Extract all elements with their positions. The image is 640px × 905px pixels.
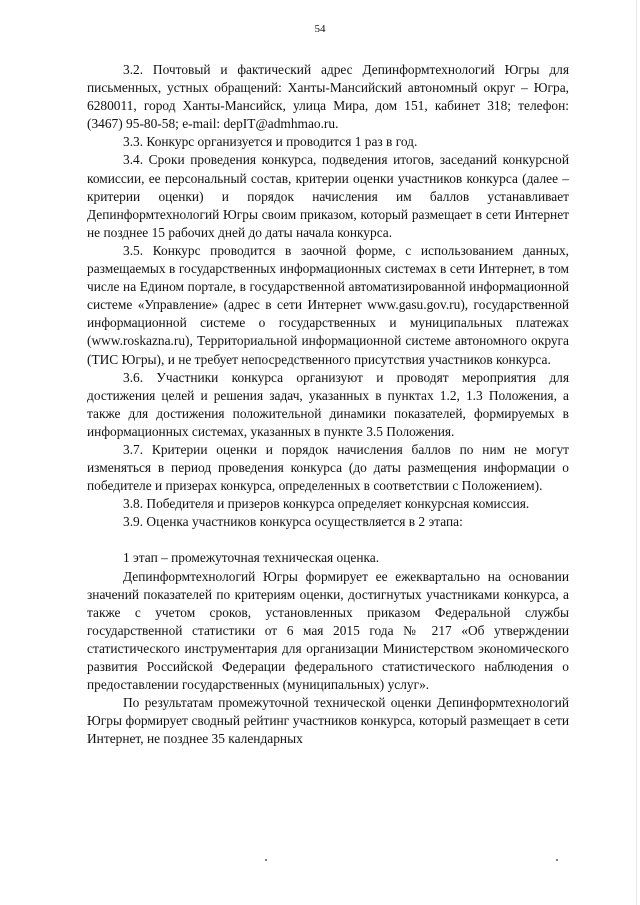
stage-1-rating: По результатам промежуточной технической оценки Депинформтехнологий Югры формирует сводный рейтинг участников конкурса, который размещает в сети Интернет, не позднее 35 календарных xyxy=(87,695,569,747)
paragraph-3-2: 3.2. Почтовый и фактический адрес Депинформтехнологий Югры для письменных, устных обращений: Ханты-Мансийский автономный округ – Югра, 6280011, город Ханты-Мансийск, улица Мира, дом 151, кабинет 318; телефон: (3467) 95-80-58; e-mail: depIT@admhmao.ru. xyxy=(87,62,569,132)
document-body xyxy=(87,61,569,748)
paragraph-3-6: 3.6. Участники конкурса организуют и проводят мероприятия для достижения целей и решения задач, указанных в пунктах 1.2, 1.3 Положения, а также для достижения положительной динамики показателей, формируемых в информационных системах, указанных в пункте 3.5 Положения. xyxy=(87,369,569,439)
paragraph-3-3: 3.3. Конкурс организуется и проводится 1 раз в год. xyxy=(123,134,418,150)
scan-speck xyxy=(265,859,267,861)
paragraph-3-9: 3.9. Оценка участников конкурса осуществляется в 2 этапа: xyxy=(123,514,463,530)
stage-1-heading: 1 этап – промежуточная техническая оценка. xyxy=(123,550,380,566)
paragraph-3-5: 3.5. Конкурс проводится в заочной форме, с использованием данных, размещаемых в государственных информационных системах в сети Интернет, в том числе на Едином портале, в государственной автоматизированной информационной системе «Управление» (адрес в сети Интернет www.gasu.gov.ru), государственной информационной системе о государственных и муниципальных платежах (www.roskazna.ru), Территориальной информационной системе автономного округа (ТИС Югры), и не требует непосредственного присутствия участников конкурса. xyxy=(87,242,569,367)
page-number: 54 xyxy=(314,23,326,35)
paragraph-3-8: 3.8. Победителя и призеров конкурса определяет конкурсная комиссия. xyxy=(123,496,530,512)
stage-1-description: Депинформтехнологий Югры формирует ее ежеквартально на основании значений показателей по критериям оценки, достигнутых участниками конкурса, а также с учетом сроков, установленных приказом Федеральной службы государственной статистики от 6 мая 2015 года № 217 «Об утверждении статистического инструментария для организации Министерством экономического развития Российской Федерации федерального статистического наблюдения о предоставлении государственных (муниципальных) услуг». xyxy=(87,568,569,693)
paragraph-3-7: 3.7. Критерии оценки и порядок начисления баллов по ним не могут изменяться в период проведения конкурса (до даты размещения информации о победителе и призерах конкурса, определенных в соответствии с Положением). xyxy=(87,441,569,494)
scan-edge xyxy=(636,0,637,905)
paragraph-3-4: 3.4. Сроки проведения конкурса, подведения итогов, заседаний конкурсной комиссии, ее персональный состав, критерии оценки участников конкурса (далее – критерии оценки) и порядок начисления им баллов устанавливает Депинформтехнологий Югры своим приказом, который размещает в сети Интернет не позднее 15 рабочих дней до даты начала конкурса. xyxy=(87,152,569,240)
scan-speck xyxy=(556,859,558,861)
blank-line xyxy=(87,531,569,549)
